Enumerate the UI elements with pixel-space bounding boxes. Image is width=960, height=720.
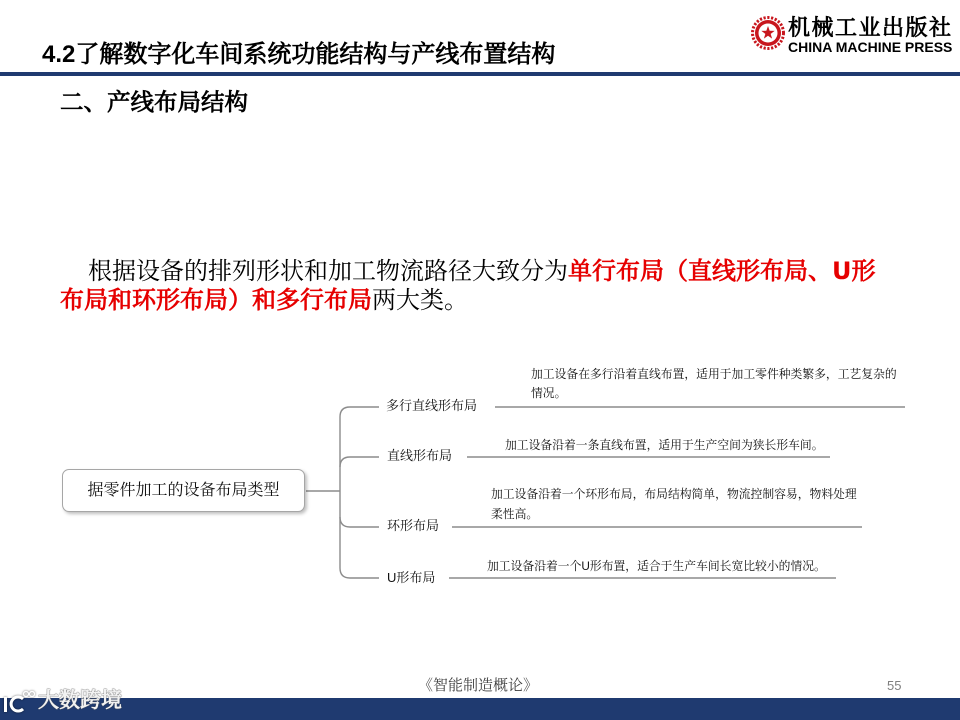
- footer-book-title: 《智能制造概论》: [418, 677, 539, 694]
- paragraph-highlight: 布局和环形布局）和多行布局: [60, 286, 372, 314]
- section-title: 二、产线布局结构: [60, 89, 248, 115]
- branch-description: 加工设备沿着一条直线布置，适用于生产空间为狭长形车间。: [505, 438, 824, 452]
- branch-description: 加工设备在多行沿着直线布置，适用于加工零件种类繁多，工艺复杂的: [531, 367, 897, 381]
- branch-connector-ring: [340, 517, 379, 527]
- watermark-logo-icon: [1, 688, 37, 714]
- watermark-text: 大数跨境: [38, 689, 122, 712]
- mindmap-root-node: [62, 469, 305, 512]
- branch-label: 环形布局: [387, 518, 440, 533]
- paragraph-text: 两大类。: [372, 286, 468, 314]
- branch-label: U形布局: [387, 570, 436, 585]
- branch-description: 加工设备沿着一个环形布局，布局结构简单，物流控制容易，物料处理: [491, 487, 857, 501]
- branch-label: 多行直线形布局: [386, 398, 478, 413]
- page-number: 55: [887, 678, 902, 693]
- branch-description: 加工设备沿着一个U形布置，适合于生产车间长宽比较小的情况。: [487, 559, 826, 573]
- footer-band: [0, 698, 960, 720]
- paragraph-highlight: 单行布局（直线形布局、U形: [568, 257, 876, 285]
- publisher-name-cn: 机械工业出版社: [788, 15, 953, 40]
- branch-description: 情况。: [531, 386, 567, 400]
- slide-title: 4.2了解数字化车间系统功能结构与产线布置结构: [42, 41, 556, 68]
- branch-connector-linear: [340, 457, 379, 467]
- root-node-label: 据零件加工的设备布局类型: [87, 481, 280, 499]
- branch-connector-u-shaped: [340, 568, 379, 578]
- branch-connector-multi-row-linear: [340, 407, 379, 417]
- paragraph-text: 根据设备的排列形状和加工物流路径大致分为: [88, 257, 568, 285]
- publisher-name-en: CHINA MACHINE PRESS: [788, 39, 953, 55]
- branch-description: 柔性高。: [491, 507, 539, 521]
- branch-label: 直线形布局: [387, 448, 453, 463]
